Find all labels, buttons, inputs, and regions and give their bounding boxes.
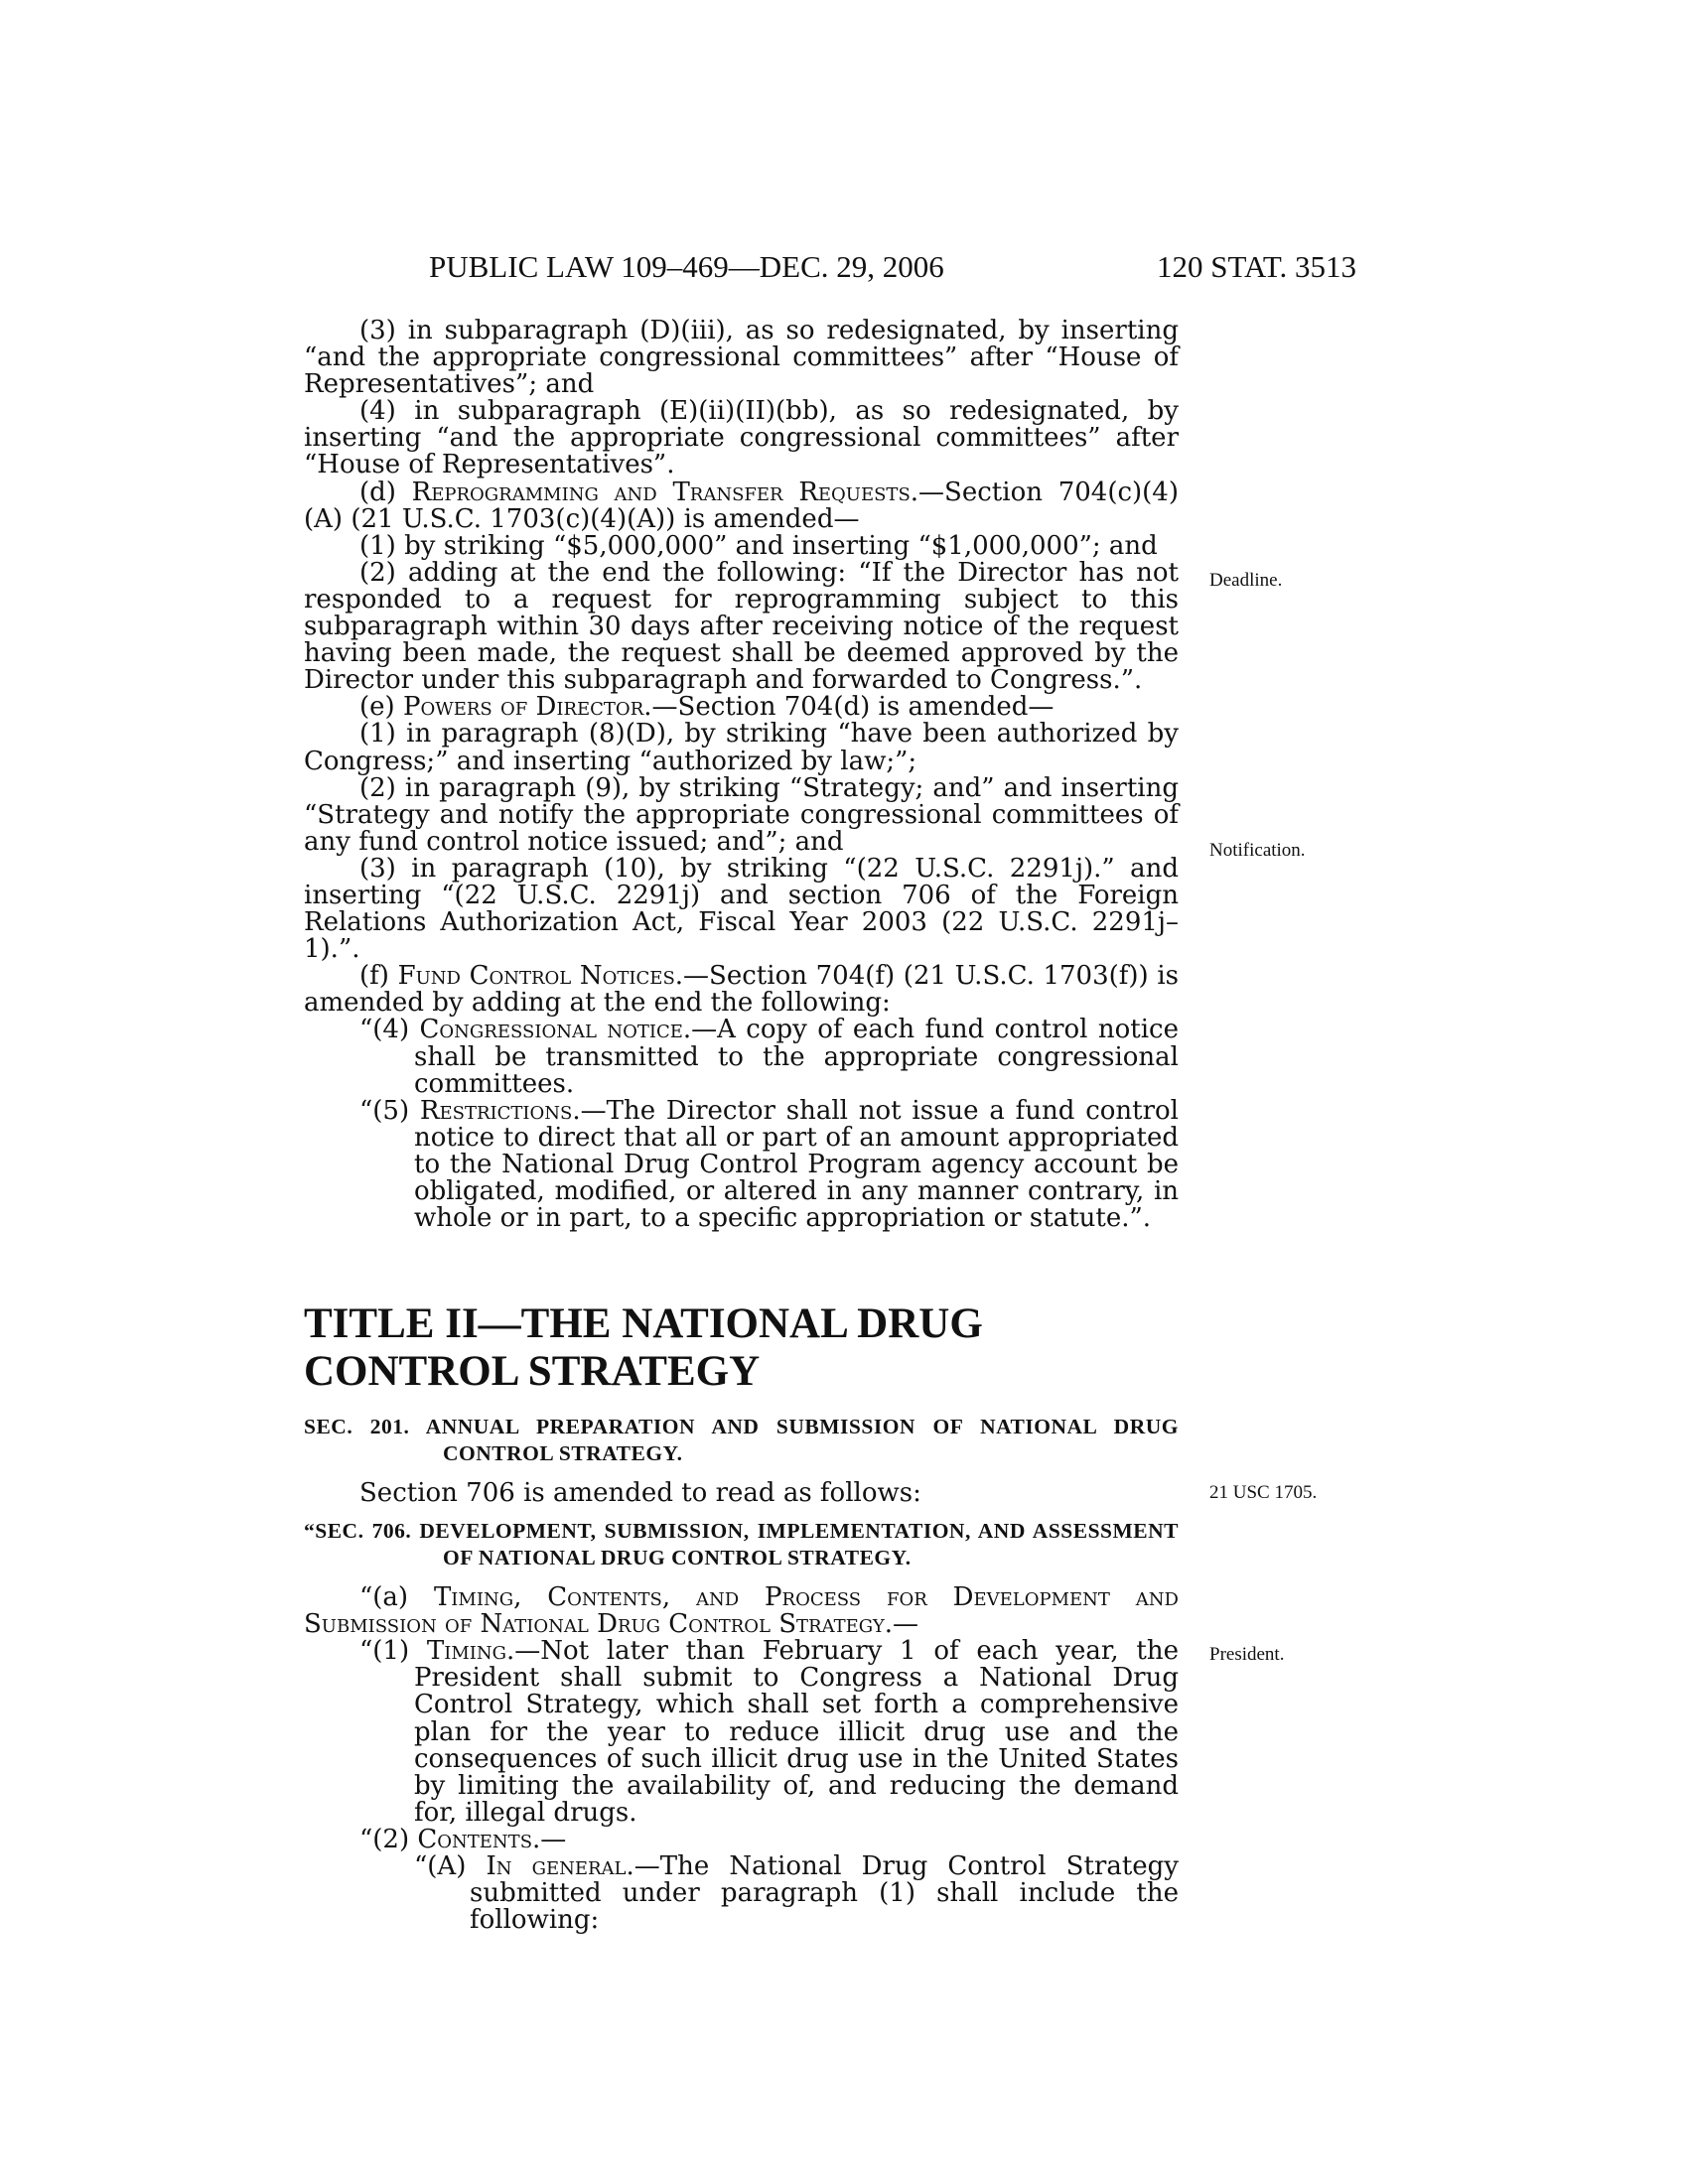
title-line-1: TITLE II—THE NATIONAL DRUG: [304, 1300, 983, 1347]
title-line-2: CONTROL STRATEGY: [304, 1348, 761, 1395]
subsection-f-heading: Fund Control Notices: [397, 961, 675, 992]
margin-note-notification: Notification.: [1209, 840, 1306, 861]
section-706-heading: “SEC. 706. DEVELOPMENT, SUBMISSION, IMPLEMENTATION, AND ASSESSMENT OF NATIONAL DRUG CONTROL STRATEGY.: [304, 1519, 1179, 1570]
paragraph-d2: (2) adding at the end the following: “If the Director has not responded to a request for reprogramming subject to this subparagraph within 30 days after receiving notice of the request having been made, the request shall be deemed approved by the Director under this subparagraph and forwarded to Congress.”.: [304, 557, 1179, 696]
paragraph-d1: (1) by striking “$5,000,000” and inserting “$1,000,000”; and: [359, 530, 1158, 561]
subsection-f: (f) Fund Control Notices.—Section 704(f) (21 U.S.C. 1703(f)) is amended by adding at the end the following:: [304, 961, 1179, 1019]
paragraph-e1: (1) in paragraph (8)(D), by striking “have been authorized by Congress;” and inserting “authorized by law;”;: [304, 719, 1179, 776]
margin-note-usc: 21 USC 1705.: [1209, 1482, 1318, 1503]
page-number: 120 STAT. 3513: [1157, 249, 1357, 284]
subsection-a: “(a) Timing, Contents, and Process for Development and Submission of National Drug Control Strategy.—: [304, 1582, 1179, 1640]
paragraph-3: (3) in subparagraph (D)(iii), as so redesignated, by inserting “and the appropriate congressional committees” after “House of Representatives”; and: [304, 316, 1179, 400]
paragraph-a2: “(2) Contents.—: [359, 1824, 567, 1854]
paragraph-e2: (2) in paragraph (9), by striking “Strategy; and” and inserting “Strategy and notify the appropriate congressional committees of any fund control notice issued; and”; and: [304, 772, 1179, 857]
margin-note-deadline: Deadline.: [1209, 570, 1283, 591]
subsection-d-heading: Reprogramming and Transfer Requests: [411, 477, 911, 507]
body-text-lower: [304, 1414, 1179, 1934]
subparagraph-aA: “(A) In general.—The National Drug Control Strategy submitted under paragraph (1) shall include the following:: [414, 1851, 1179, 1936]
running-header-left: PUBLIC LAW 109–469—DEC. 29, 2006: [429, 249, 944, 284]
subsection-d: (d) Reprogramming and Transfer Requests.—Section 704(c)(4)(A) (21 U.S.C. 1703(c)(4)(A)) is amended—: [304, 477, 1179, 534]
section-201-heading: SEC. 201. ANNUAL PREPARATION AND SUBMISSION OF NATIONAL DRUG CONTROL STRATEGY.: [304, 1415, 1179, 1465]
paragraph-f4: “(4) Congressional notice.—A copy of each fund control notice shall be transmitted to the appropriate congressional committees.: [359, 1015, 1179, 1099]
subsection-e: (e) Powers of Director.—Section 704(d) is amended—: [359, 692, 1055, 723]
section-201-text: Section 706 is amended to read as follows:: [359, 1478, 921, 1508]
body-text-upper: [304, 318, 1179, 1232]
margin-note-president: President.: [1209, 1644, 1285, 1665]
paragraph-4: (4) in subparagraph (E)(ii)(II)(bb), as so redesignated, by inserting “and the appropriate congressional committees” after “House of Representatives”.: [304, 396, 1179, 480]
paragraph-f5: “(5) Restrictions.—The Director shall not issue a fund control notice to direct that all or part of an amount appropriated to the National Drug Control Program agency account be obligated, modified, or altered in any manner contrary, in whole or in part, to a specific appropriation or statute.”.: [359, 1095, 1180, 1234]
paragraph-e3: (3) in paragraph (10), by striking “(22 U.S.C. 2291j).” and inserting “(22 U.S.C. 2291j) and section 706 of the Foreign Relations Authorization Act, Fiscal Year 2003 (22 U.S.C. 2291j–1).”.: [304, 853, 1179, 965]
paragraph-a1: “(1) Timing.—Not later than February 1 of each year, the President shall submit to Congress a National Drug Control Strategy, which shall set forth a comprehensive plan for the year to reduce illicit drug use and the consequences of such illicit drug use in the United States by limiting the availability of, and reducing the demand for, illegal drugs.: [359, 1636, 1180, 1828]
subsection-e-heading: Powers of Director: [402, 692, 644, 723]
title-block: [304, 1300, 1179, 1396]
